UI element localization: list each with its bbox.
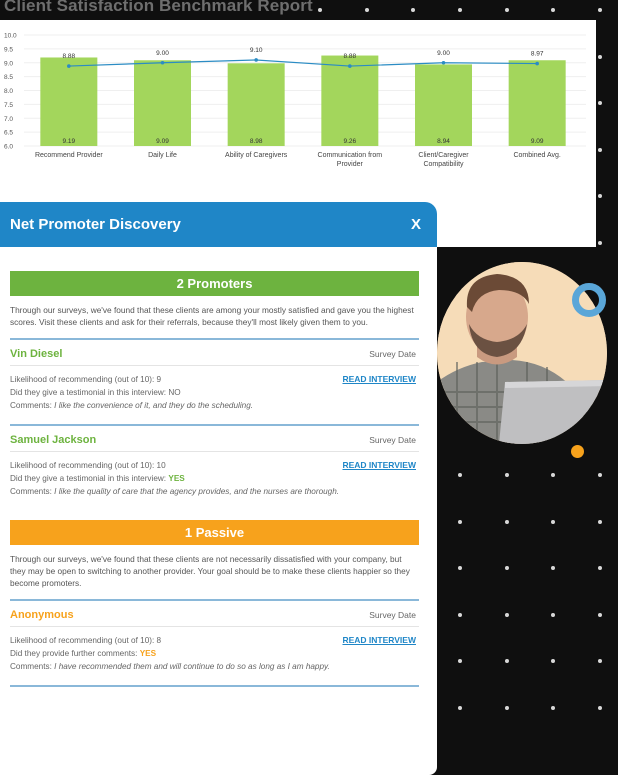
dot-decoration	[365, 8, 369, 12]
testimonial-answer: NO	[168, 388, 181, 397]
dot-decoration	[505, 8, 509, 12]
line-value-label: 9.00	[156, 49, 169, 57]
dot-decoration	[598, 706, 602, 710]
dot-decoration	[598, 659, 602, 663]
dot-decoration	[551, 566, 555, 570]
client-name: Vin Diesel	[10, 347, 63, 360]
dot-decoration	[318, 8, 322, 12]
line-value-label: 8.88	[62, 53, 76, 61]
bar-value-label: 8.94	[437, 138, 450, 145]
net-promoter-modal	[0, 202, 437, 775]
read-interview-link[interactable]: READ INTERVIEW	[342, 460, 416, 470]
dot-decoration	[458, 566, 462, 570]
dot-decoration	[598, 241, 602, 245]
dot-decoration	[551, 520, 555, 524]
promoter-entry	[10, 432, 419, 498]
passives-heading: 1 Passive	[10, 520, 419, 545]
y-tick-label: 10.0	[4, 32, 17, 40]
modal-title: Net Promoter Discovery	[10, 216, 181, 233]
dot-decoration	[458, 706, 462, 710]
dot-decoration	[598, 148, 602, 152]
y-tick-label: 8.5	[4, 74, 14, 82]
bar	[415, 64, 472, 146]
passive-entry	[10, 607, 419, 673]
promoters-intro: Through our surveys, we've found that these clients are among your mostly satisfied and gave you the highest scores. Visit these clients and ask for their referrals, because they'll most likely given them to you.	[10, 305, 414, 327]
bar-value-label: 9.26	[343, 138, 357, 145]
likelihood-text: Likelihood of recommending (out of 10): 9	[10, 375, 162, 384]
line-point	[442, 61, 446, 65]
dot-decoration	[598, 566, 602, 570]
x-category-label: Client/Caregiver	[418, 152, 469, 159]
bar	[321, 56, 378, 146]
bar	[509, 60, 566, 146]
testimonial-question: Did they give a testimonial in this interview:	[10, 474, 169, 483]
bar	[40, 57, 97, 146]
comments-label: Comments:	[10, 487, 55, 496]
client-name: Anonymous	[10, 608, 74, 621]
comments-line	[10, 485, 419, 498]
dot-decoration	[598, 8, 602, 12]
comment-text: I like the quality of care that the agency provides, and the nurses are thorough.	[54, 487, 340, 496]
dot-decoration	[505, 473, 509, 477]
y-tick-label: 7.5	[4, 101, 14, 109]
line-point	[67, 64, 71, 68]
dot-decoration	[598, 473, 602, 477]
divider	[10, 685, 419, 687]
bar	[134, 60, 191, 146]
x-category-label: Ability of Caregivers	[225, 152, 288, 159]
modal-header	[0, 202, 437, 247]
line-point	[535, 62, 539, 66]
dot-decoration	[505, 613, 509, 617]
y-tick-label: 7.0	[4, 115, 14, 123]
dot-decoration	[458, 613, 462, 617]
bar-value-label: 9.09	[530, 138, 544, 145]
y-tick-label: 6.0	[4, 143, 14, 151]
dot-decoration	[551, 659, 555, 663]
line-value-label: 9.00	[437, 49, 450, 57]
dot-decoration	[458, 8, 462, 12]
dot-decoration	[598, 194, 602, 198]
promoter-entry	[10, 346, 419, 412]
dot-decoration	[458, 473, 462, 477]
divider	[10, 338, 419, 340]
line-point	[254, 58, 258, 62]
further-comments-line	[10, 647, 419, 660]
dot-decoration	[458, 659, 462, 663]
y-tick-label: 8.0	[4, 88, 14, 95]
read-interview-link[interactable]: READ INTERVIEW	[342, 374, 416, 384]
dot-decoration	[551, 613, 555, 617]
further-comments-question: Did they provide further comments:	[10, 649, 140, 658]
likelihood-text: Likelihood of recommending (out of 10): 8	[10, 636, 162, 645]
line-value-label: 9.10	[249, 46, 263, 54]
y-tick-label: 6.5	[4, 129, 14, 137]
y-tick-label: 9.0	[4, 60, 14, 68]
line-value-label: 8.97	[530, 50, 544, 58]
promoters-heading: 2 Promoters	[10, 271, 419, 296]
bar-value-label: 8.98	[249, 138, 263, 145]
dot-decoration	[505, 706, 509, 710]
dot-decoration	[458, 520, 462, 524]
dot-decoration	[598, 520, 602, 524]
bar-value-label: 9.09	[156, 138, 169, 145]
y-tick-label: 9.5	[4, 46, 14, 54]
comments-line	[10, 399, 419, 412]
likelihood-text: Likelihood of recommending (out of 10): 10	[10, 461, 166, 470]
client-name: Samuel Jackson	[10, 433, 97, 446]
modal-body	[0, 247, 437, 687]
survey-date-label: Survey Date	[369, 434, 416, 445]
dot-decoration	[411, 8, 415, 12]
line-point	[348, 64, 352, 68]
comments-label: Comments:	[10, 401, 55, 410]
dot-decoration	[551, 706, 555, 710]
passives-intro: Through our surveys, we've found that these clients are not necessarily dissatisfied with your company, but they may be open to switching to another provider. Your goal should be to make these clients happier so they become promoters.	[10, 554, 410, 588]
bar-value-label: 9.19	[62, 138, 76, 145]
comments-line	[10, 660, 419, 673]
dot-decoration	[551, 473, 555, 477]
divider	[10, 424, 419, 426]
x-category-label: Compatibility	[423, 161, 464, 168]
comment-text: I have recommended them and will continue to do so as long as I am happy.	[54, 662, 330, 671]
bar	[228, 63, 285, 146]
divider	[10, 599, 419, 601]
dot-decoration	[598, 101, 602, 105]
x-category-label: Recommend Provider	[34, 152, 103, 159]
comment-text: I like the convenience of it, and they do the scheduling.	[54, 401, 254, 410]
dot-decoration	[551, 8, 555, 12]
close-button[interactable]: X	[410, 216, 421, 233]
x-category-label: Provider	[336, 161, 363, 168]
x-category-label: Combined Avg.	[513, 152, 561, 159]
page-title: Client Satisfaction Benchmark Report	[4, 0, 313, 15]
dot-decoration	[598, 55, 602, 59]
dot-decoration	[505, 566, 509, 570]
comments-label: Comments:	[10, 662, 55, 671]
dot-decoration	[598, 613, 602, 617]
testimonial-line	[10, 472, 419, 485]
dot-decoration	[505, 659, 509, 663]
x-category-label: Daily Life	[148, 152, 177, 159]
survey-date-label: Survey Date	[369, 609, 416, 620]
further-comments-answer: YES	[139, 649, 157, 658]
read-interview-link[interactable]: READ INTERVIEW	[342, 635, 416, 645]
x-category-label: Communication from	[317, 152, 383, 159]
orange-dot-decoration-icon	[571, 445, 584, 458]
testimonial-answer: YES	[168, 474, 185, 483]
line-point	[161, 61, 165, 65]
survey-date-label: Survey Date	[369, 348, 416, 359]
testimonial-question: Did they give a testimonial in this interview:	[10, 388, 169, 397]
line-value-label: 8.88	[343, 53, 357, 61]
dot-decoration	[505, 520, 509, 524]
testimonial-line	[10, 386, 419, 399]
ring-decoration-icon	[572, 283, 606, 317]
